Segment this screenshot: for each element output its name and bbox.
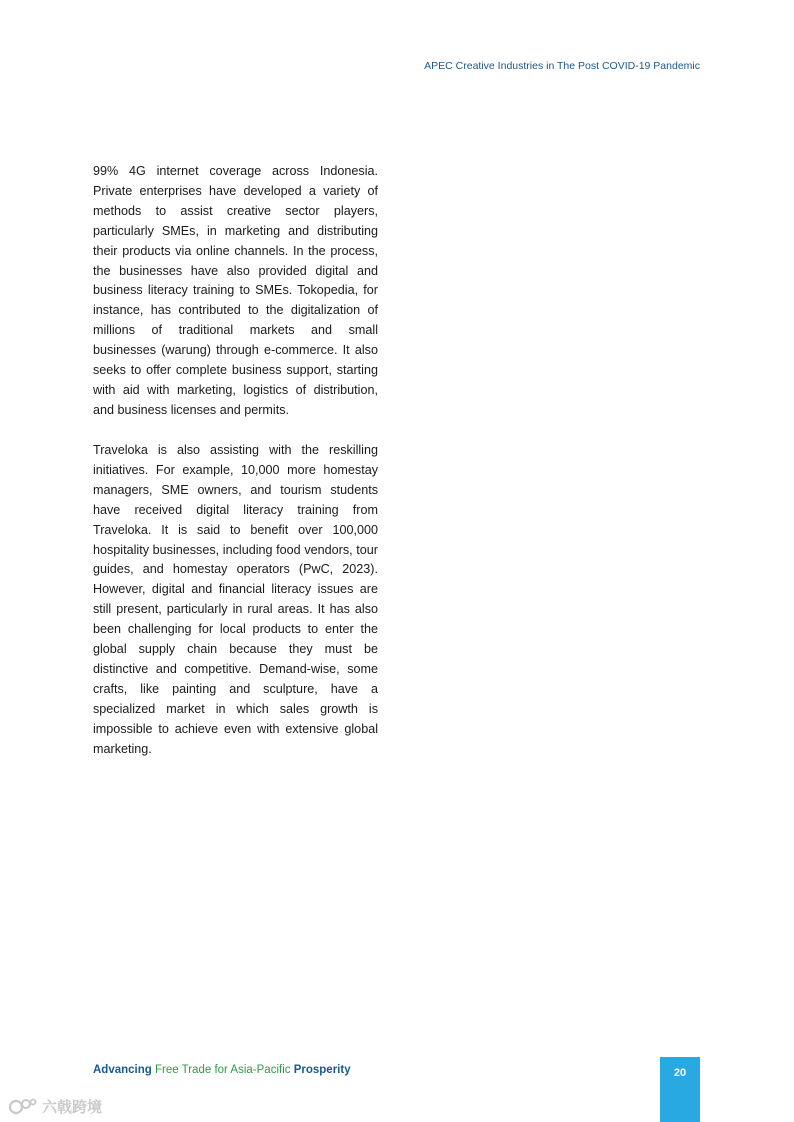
body-paragraph-2: Traveloka is also assisting with the reskilling initiatives. For example, 10,000 more homestay managers, SME owners, and tourism students have received digital literacy training from Traveloka. It is said to benefit over 100,000 hospitality businesses, including food vendors, tour guides, and homestay operators (PwC, 2023). However, digital and financial literacy issues are still present, particularly in rural areas. It has also been challenging for local products to enter the global supply chain because they must be distinctive and competitive. Demand-wise, some crafts, like painting and sculpture, have a specialized market in which sales growth is impossible to achieve even with extensive global marketing. [93,443,378,756]
watermark-text: 六戟跨境 [42,1099,103,1116]
tagline-asia-pacific: for Asia-Pacific [211,1064,294,1076]
running-header: APEC Creative Industries in The Post COVID-19 Pandemic [424,60,700,72]
tagline-free-trade: Free Trade [151,1064,212,1076]
tagline-prosperity: Prosperity [293,1064,351,1076]
logo-icon [8,1097,38,1117]
body-paragraph-1: 99% 4G internet coverage across Indonesia. Private enterprises have developed a variety of methods to assist creative sector players, particularly SMEs, in marketing and distributing their products via online channels. In the process, the businesses have also provided digital and business literacy training to SMEs. Tokopedia, for instance, has contributed to the digitalization of millions of traditional markets and small businesses (warung) through e-commerce. It also seeks to offer complete business support, starting with aid with marketing, logistics of distribution, and business licenses and permits. [93,164,378,417]
page-number: 20 [673,1067,687,1079]
page-number-box [660,1057,700,1122]
tagline-advancing: Advancing [93,1064,152,1076]
footer-tagline [93,1064,351,1076]
watermark [8,1096,102,1117]
